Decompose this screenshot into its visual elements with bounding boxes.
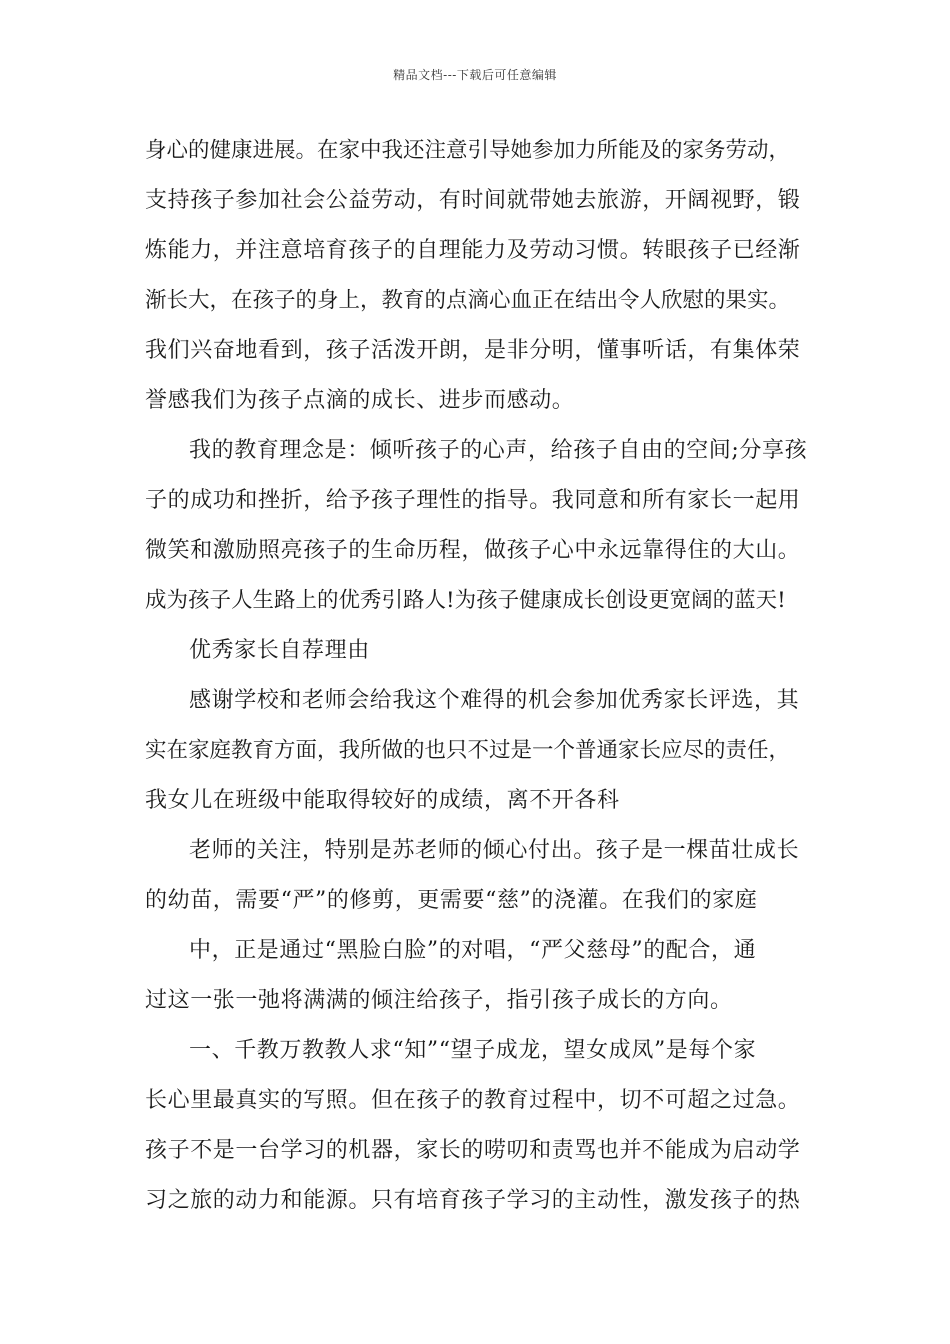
text-line: 炼能力，并注意培育孩子的自理能力及劳动习惯。转眼孩子已经渐 bbox=[145, 238, 801, 263]
page-header: 精品文档---下载后可任意编辑 bbox=[393, 68, 557, 82]
text-line: 微笑和激励照亮孩子的生命历程，做孩子心中永远靠得住的大山。 bbox=[145, 538, 801, 563]
text-line: 我女儿在班级中能取得较好的成绩，离不开各科 bbox=[145, 788, 620, 813]
text-line: 过这一张一弛将满满的倾注给孩子，指引孩子成长的方向。 bbox=[145, 988, 733, 1013]
text-line: 身心的健康进展。在家中我还注意引导她参加力所能及的家务劳动， bbox=[145, 138, 791, 163]
text-line: 支持孩子参加社会公益劳动，有时间就带她去旅游，开阔视野，锻 bbox=[145, 188, 801, 213]
text-line: 习之旅的动力和能源。只有培育孩子学习的主动性，激发孩子的热 bbox=[145, 1188, 801, 1213]
text-line: 的幼苗，需要“严”的修剪，更需要“慈”的浇灌。在我们的家庭 bbox=[145, 888, 758, 913]
text-line: 成为孩子人生路上的优秀引路人!为孩子健康成长创设更宽阔的蓝天! bbox=[145, 588, 786, 613]
text-line: 一、千教万教教人求“知”“望子成龙，望女成凤”是每个家 bbox=[189, 1038, 757, 1063]
text-line: 实在家庭教育方面，我所做的也只不过是一个普通家长应尽的责任， bbox=[145, 738, 791, 763]
text-line: 子的成功和挫折，给予孩子理性的指导。我同意和所有家长一起用 bbox=[145, 488, 801, 513]
text-line: 长心里最真实的写照。但在孩子的教育过程中，切不可超之过急。 bbox=[145, 1088, 801, 1113]
text-line: 我的教育理念是：倾听孩子的心声，给孩子自由的空间;分享孩 bbox=[189, 438, 808, 463]
text-line: 感谢学校和老师会给我这个难得的机会参加优秀家长评选，其 bbox=[189, 688, 800, 713]
text-line: 誉感我们为孩子点滴的成长、进步而感动。 bbox=[145, 388, 575, 413]
text-line: 优秀家长自荐理由 bbox=[189, 638, 370, 663]
text-line: 渐长大，在孩子的身上，教育的点滴心血正在结出令人欣慰的果实。 bbox=[145, 288, 791, 313]
text-line: 我们兴奋地看到，孩子活泼开朗，是非分明，懂事听话，有集体荣 bbox=[145, 338, 801, 363]
text-line: 老师的关注，特别是苏老师的倾心付出。孩子是一棵苗壮成长 bbox=[189, 838, 800, 863]
text-line: 孩子不是一台学习的机器，家长的唠叨和责骂也并不能成为启动学 bbox=[145, 1138, 801, 1163]
document-body bbox=[145, 126, 810, 1226]
text-line: 中，正是通过“黑脸白脸”的对唱，“严父慈母”的配合，通 bbox=[189, 938, 757, 963]
